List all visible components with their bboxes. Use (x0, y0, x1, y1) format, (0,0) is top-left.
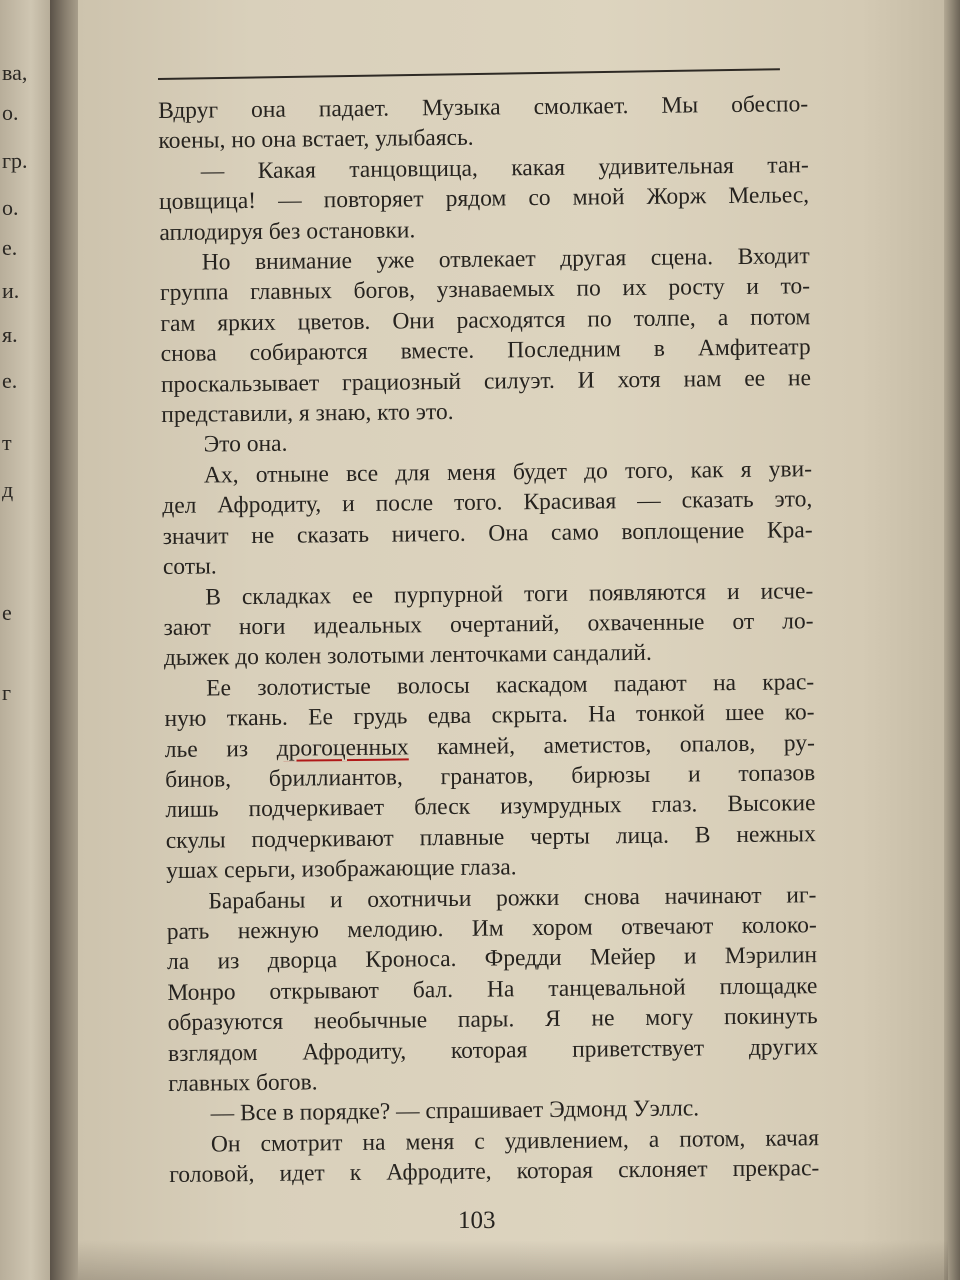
text-line: ла из дворца Кроноса. Фредди Мейер и Мэрилин (166, 942, 818, 976)
text-line: Барабаны и охотничьи рожки снова начинают иг- (208, 881, 817, 915)
text-line: В складках ее пурпурной тоги появляются и исче- (205, 577, 814, 611)
facing-page-fragment: е. (2, 235, 18, 260)
facing-page-fragment: г (2, 680, 12, 705)
text-line: образуются необычные пары. Я не могу покинуть (167, 1003, 818, 1037)
text-line: Вдруг она падает. Музыка смолкает. Мы обеспо- (158, 91, 809, 124)
facing-page-fragment: е (2, 600, 12, 625)
text-segment: лье из (164, 735, 277, 763)
facing-page-fragment: о. (2, 100, 19, 125)
text-line: аплодируя без остановки. (159, 216, 416, 246)
text-line: группа главных богов, узнаваемых по их росту и то- (159, 273, 811, 307)
body-text (158, 89, 819, 1190)
text-line: Ее золотистые волосы каскадом падают на крас- (206, 668, 815, 702)
bottom-shadow (78, 1240, 948, 1280)
text-line: гам ярких цветов. Они расходятся по толпе, а потом (160, 304, 811, 337)
text-line: снова собираются вместе. Последним в Амфитеатр (160, 334, 811, 368)
text-segment: камней, аметистов, опалов, ру- (408, 729, 815, 760)
page-number: 103 (458, 1207, 496, 1234)
text-line: цовщица! — повторяет рядом со мной Жорж Мельес, (158, 182, 810, 216)
text-line: Монро открывают бал. На танцевальной площадке (167, 972, 818, 1006)
text-line: дел Афродиту, и после того. Красивая — сказать это, (162, 486, 813, 520)
text-line: Это она. (203, 431, 288, 459)
text-line: — Все в порядке? — спрашивает Эдмонд Уэллс. (210, 1095, 700, 1127)
text-line: зают ноги идеальных очертаний, охваченные от ло- (163, 608, 814, 641)
text-line: взглядом Афродиту, которая приветствует других (167, 1033, 819, 1067)
text-line: скулы подчеркивают плавные черты лица. В нежных (165, 820, 816, 854)
facing-page-fragment: т (2, 430, 12, 455)
text-line: лишь подчеркивает блеск изумрудных глаз. Высокие (165, 790, 816, 824)
text-line: ную ткань. Ее грудь едва скрыта. На тонкой шее ко- (164, 699, 815, 733)
text-line: проскальзывает грациозный силуэт. И хотя нам ее не (160, 364, 812, 398)
facing-page-fragment: о. (2, 195, 19, 220)
text-line: соты. (162, 553, 217, 581)
text-line: Но внимание уже отвлекает другая сцена. Входит (201, 243, 810, 276)
facing-page-fragment: гр. (2, 148, 28, 173)
text-line: представили, я знаю, кто это. (161, 398, 454, 429)
facing-page-fragment: е. (2, 368, 18, 393)
underlined-word: дрогоценных (276, 733, 409, 762)
text-line: значит не сказать ничего. Она само воплощение Кра- (162, 516, 813, 550)
text-line: головой, идет к Афродите, которая склоняет прекрас- (169, 1155, 820, 1189)
facing-page-fragment: и. (2, 278, 20, 303)
text-line: Он смотрит на меня с удивлением, а потом, качая (210, 1124, 820, 1158)
text-line: коены, но она встает, улыбаясь. (158, 125, 474, 155)
facing-page-fragment: я. (2, 322, 18, 347)
facing-page-fragment: д (2, 477, 14, 502)
text-line: ушах серьги, изображающие глаза. (165, 854, 517, 885)
text-line: главных богов. (168, 1069, 318, 1097)
text-line: дыжек до колен золотыми ленточками сандалий. (163, 640, 652, 672)
page-edge-shadow (944, 0, 960, 1280)
text-line: рать нежную мелодию. Им хором отвечают колоко- (166, 912, 817, 945)
text-line: бинов, бриллиантов, гранатов, бирюзы и топазов (165, 760, 816, 793)
facing-page-fragment: ва, (2, 60, 28, 85)
text-line: — Какая танцовщица, какая удивительная тан- (200, 152, 809, 185)
text-line: Ах, отныне все для меня будет до того, как я уви- (203, 456, 813, 489)
